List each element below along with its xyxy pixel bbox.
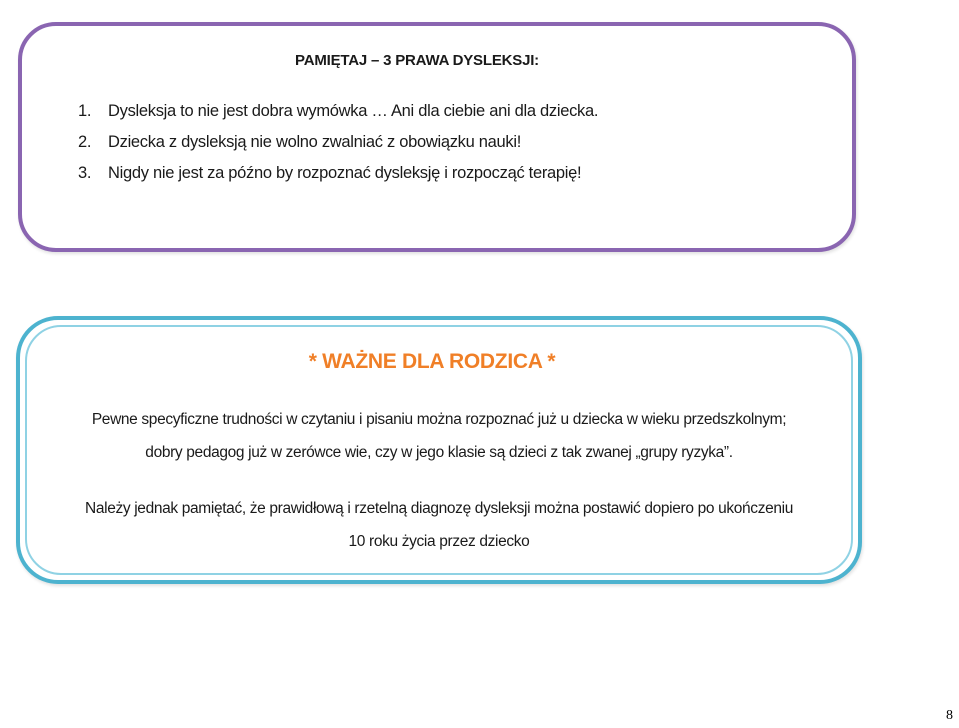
rule-number: 1. bbox=[78, 102, 92, 120]
parent-notice-paragraph-1 bbox=[20, 403, 858, 469]
paragraph-line: Pewne specyficzne trudności w czytaniu i pisaniu można rozpoznać już u dziecka w wieku przedszkolnym; bbox=[91, 411, 787, 428]
rule-text: Nigdy nie jest za późno by rozpoznać dysleksję i rozpocząć terapię! bbox=[108, 164, 582, 182]
paragraph-line: Należy jednak pamiętać, że prawidłową i rzetelną diagnozę dysleksji można postawić dopiero po ukończeniu bbox=[84, 500, 793, 517]
parent-notice-box bbox=[16, 316, 862, 584]
rule-text: Dysleksja to nie jest dobra wymówka … Ani dla ciebie ani dla dziecka. bbox=[108, 102, 599, 120]
rules-title: PAMIĘTAJ – 3 PRAWA DYSLEKSJI: bbox=[295, 52, 539, 69]
parent-notice-title: * WAŻNE DLA RODZICA * bbox=[308, 350, 556, 373]
rules-list bbox=[78, 96, 598, 189]
page-number: 8 bbox=[946, 708, 953, 723]
rule-item bbox=[78, 127, 598, 158]
rule-item bbox=[78, 96, 598, 127]
paragraph-line: dobry pedagog już w zerówce wie, czy w jego klasie są dzieci z tak zwanej „grupy ryzyka”. bbox=[145, 444, 733, 461]
rule-text: Dziecka z dysleksją nie wolno zwalniać z obowiązku nauki! bbox=[108, 133, 522, 151]
paragraph-line: 10 roku życia przez dziecko bbox=[348, 533, 530, 550]
rule-number: 3. bbox=[78, 164, 92, 182]
parent-notice-paragraph-2 bbox=[20, 492, 858, 558]
rule-item bbox=[78, 158, 598, 189]
rule-number: 2. bbox=[78, 133, 92, 151]
dyslexia-rules-box bbox=[18, 22, 856, 252]
